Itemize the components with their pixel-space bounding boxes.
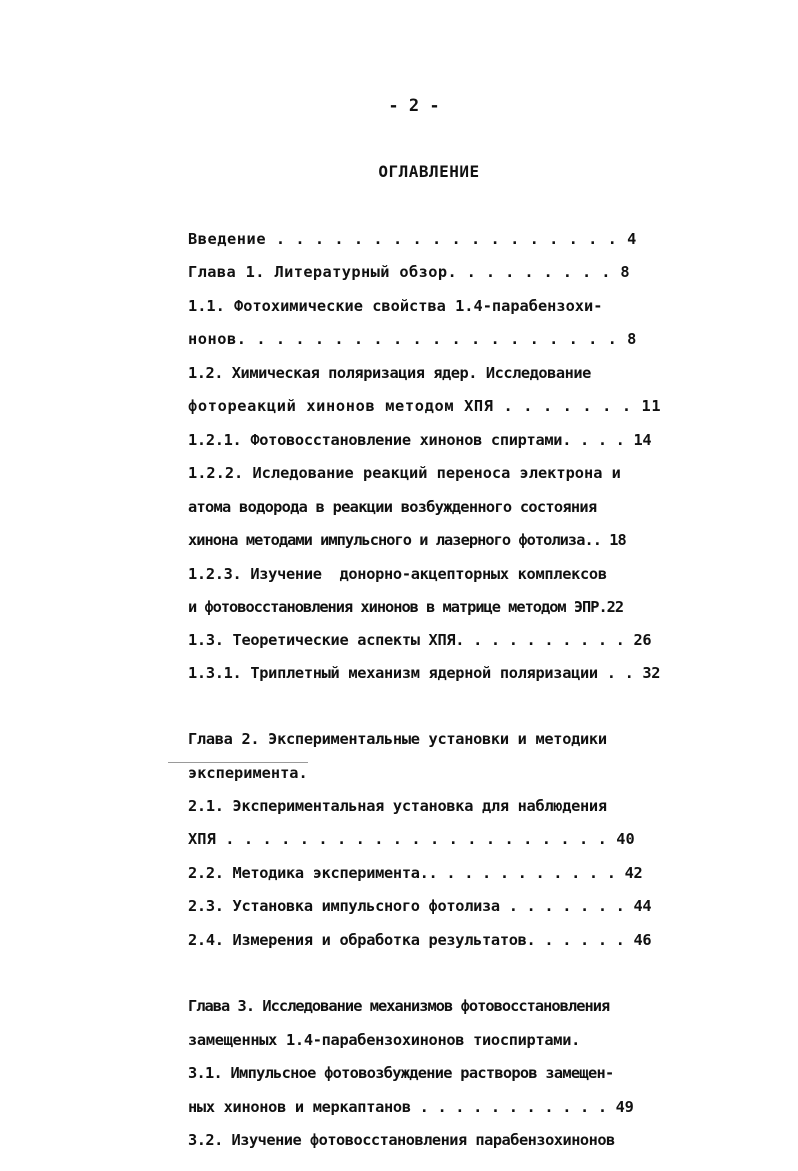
toc-entry-1-1: 1.1. Фотохимические свойства 1.4-парабензохи- bbox=[188, 297, 603, 315]
toc-entry-chapter-1: Глава 1. Литературный обзор. . . . . . . . . 8 bbox=[188, 263, 631, 281]
scan-artifact-line bbox=[168, 762, 308, 763]
toc-entry-1-3-1: 1.3.1. Триплетный механизм ядерной поляризации . . 32 bbox=[188, 664, 661, 682]
toc-entry-1-2: 1.2. Химическая поляризация ядер. Исследование bbox=[188, 364, 591, 382]
toc-entry-2-2: 2.2. Методика эксперимента.. . . . . . . . . . . 42 bbox=[188, 864, 643, 882]
toc-entry-3-2: 3.2. Изучение фотовосстановления парабензохинонов bbox=[188, 1131, 615, 1149]
toc-entry-1-2-2-cont-1: атома водорода в реакции возбужденного состояния bbox=[188, 498, 597, 516]
toc-entry-1-2-2-cont-2: хинона методами импульсного и лазерного фотолиза.. 18 bbox=[188, 531, 626, 549]
toc-entry-1-2-cont: фотореакций хинонов методом ХПЯ . . . . . . . 11 bbox=[188, 397, 662, 415]
toc-entry-chapter-3: Глава 3. Исследование механизмов фотовосстановления bbox=[188, 997, 610, 1015]
toc-entry-chapter-3-cont: замещенных 1.4-парабензохинонов тиоспиртами. bbox=[188, 1031, 581, 1049]
toc-entry-chapter-2: Глава 2. Экспериментальные установки и методики bbox=[188, 730, 607, 748]
page-number: - 2 - bbox=[388, 96, 440, 116]
toc-entry-2-1-cont: ХПЯ . . . . . . . . . . . . . . . . . . . . . 40 bbox=[188, 830, 635, 848]
toc-entry-3-1-cont: ных хинонов и меркаптанов . . . . . . . . . . . 49 bbox=[188, 1098, 634, 1116]
toc-entry-2-3: 2.3. Установка импульсного фотолиза . . . . . . . 44 bbox=[188, 897, 652, 915]
toc-entry-1-1-cont: нонов. . . . . . . . . . . . . . . . . . . . 8 bbox=[188, 330, 637, 348]
toc-entry-chapter-2-cont: эксперимента. bbox=[188, 764, 308, 782]
toc-entry-1-3: 1.3. Теоретические аспекты ХПЯ. . . . . . . . . . 26 bbox=[188, 631, 652, 649]
toc-entry-2-4: 2.4. Измерения и обработка результатов. . . . . . 46 bbox=[188, 931, 652, 949]
page-title: ОГЛАВЛЕНИЕ bbox=[378, 162, 480, 181]
toc-entry-1-2-2: 1.2.2. Иследование реакций переноса электрона и bbox=[188, 464, 621, 482]
toc-entry-introduction: Введение . . . . . . . . . . . . . . . . . . 4 bbox=[188, 230, 637, 248]
toc-entry-1-2-1: 1.2.1. Фотовосстановление хинонов спиртами. . . . 14 bbox=[188, 431, 652, 449]
toc-entry-2-1: 2.1. Экспериментальная установка для наблюдения bbox=[188, 797, 607, 815]
toc-entry-3-1: 3.1. Импульсное фотовозбуждение растворов замещен- bbox=[188, 1064, 614, 1082]
toc-entry-1-2-3: 1.2.3. Изучение донорно-акцепторных комплексов bbox=[188, 565, 607, 583]
toc-entry-1-2-3-cont: и фотовосстановления хинонов в матрице методом ЭПР.22 bbox=[188, 598, 624, 616]
